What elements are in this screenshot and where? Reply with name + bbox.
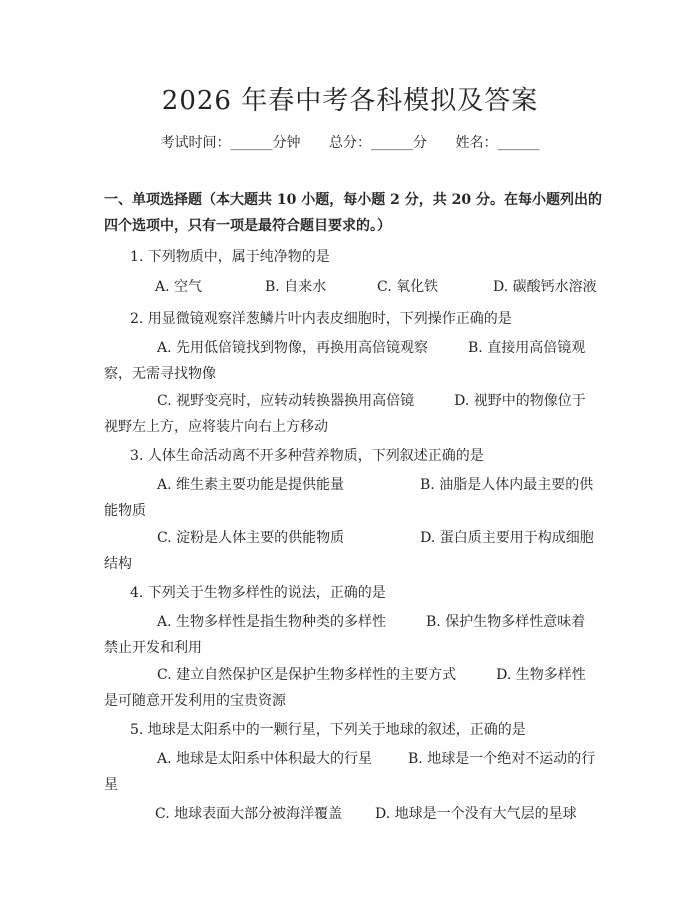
option-a: A. 空气 [155,279,203,295]
option-c: C. 地球表面大部分被海洋覆盖 [155,806,343,822]
question-stem: 1. 下列物质中，属于纯净物的是 [130,249,330,265]
option-row [104,525,596,577]
option-row [104,662,596,714]
option-d: D. 生物多样性是可随意开发利用的宝贵资源 [104,667,586,709]
option-row [104,472,596,524]
option-a: A. 维生素主要功能是提供能量 [157,477,345,493]
section-heading: 一、单项选择题（本大题共 10 小题，每小题 2 分，共 20 分。在每小题列出的四个选项中，只有一项是最符合题目要求的。） [104,192,602,234]
option-d: D. 地球是一个没有大气层的星球 [375,806,577,822]
option-a: A. 生物多样性是指生物种类的多样性 [157,614,387,630]
option-row [104,388,596,440]
option-row [104,335,596,387]
option-c: C. 建立自然保护区是保护生物多样性的主要方式 [157,667,457,683]
option-d: D. 视野中的物像位于视野左上方，应将装片向右上方移动 [104,393,586,435]
option-c: C. 淀粉是人体主要的供能物质 [157,530,345,546]
exam-title: 2026 年春中考各科模拟及答案 [161,86,539,116]
option-c: C. 视野变亮时，应转动转换器换用高倍镜 [157,393,415,409]
question-stem: 3. 人体生命活动离不开多种营养物质，下列叙述正确的是 [130,448,484,464]
question-stem: 2. 用显微镜观察洋葱鳞片叶内表皮细胞时，下列操作正确的是 [130,311,512,327]
total-score-field: 总分：______分 [329,135,427,151]
option-a: A. 地球是太阳系中体积最大的行星 [157,751,373,767]
option-row [155,803,605,823]
option-b: B. 直接用高倍镜观察，无需寻找物像 [104,340,586,382]
option-row [155,276,605,296]
student-name-field: 姓名：______ [455,135,540,151]
option-b: B. 自来水 [265,279,327,295]
option-d: D. 蛋白质主要用于构成细胞结构 [104,530,594,572]
exam-time-field: 考试时间：______分钟 [160,135,301,151]
option-b: B. 地球是一个绝对不运动的行星 [104,751,596,793]
question-stem: 4. 下列关于生物多样性的说法，正确的是 [130,585,386,601]
option-a: A. 先用低倍镜找到物像，再换用高倍镜观察 [157,340,429,356]
option-d: D. 碳酸钙水溶液 [493,279,597,295]
option-row [104,746,596,798]
option-row [104,609,596,661]
exam-meta [0,132,700,152]
option-c: C. 氧化铁 [377,279,439,295]
option-b: B. 保护生物多样性意味着禁止开发和利用 [104,614,586,656]
question-stem: 5. 地球是太阳系中的一颗行星，下列关于地球的叙述，正确的是 [130,722,526,738]
option-b: B. 油脂是人体内最主要的供能物质 [104,477,594,519]
